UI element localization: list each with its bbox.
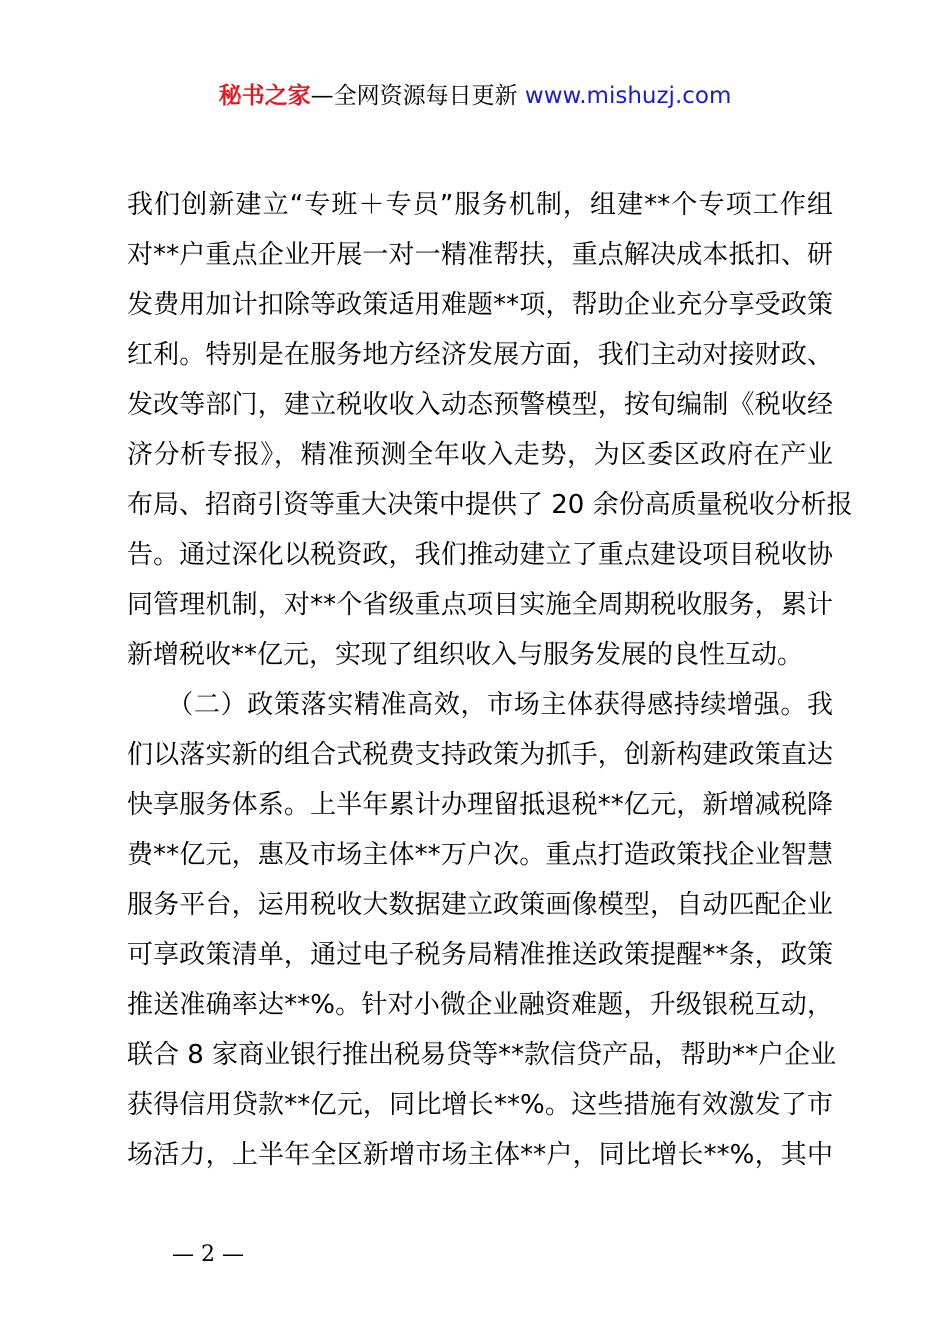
body-line: 们以落实新的组合式税费支持政策为抓手，创新构建政策直达 (127, 740, 833, 770)
body-line: 服务平台，运用税收大数据建立政策画像模型，自动匹配企业 (127, 890, 833, 920)
section-heading-line: （二）政策落实精准高效，市场主体获得感持续增强。我 (127, 690, 833, 720)
brand-name: 秘书之家 (218, 83, 311, 109)
document-body (127, 183, 853, 1183)
body-line: 红利。特别是在服务地方经济发展方面，我们主动对接财政、 (127, 340, 833, 370)
page-number: — 2 — (172, 1242, 244, 1267)
body-line: 费**亿元，惠及市场主体**万户次。重点打造政策找企业智慧 (127, 840, 833, 870)
body-line: 推送准确率达**%。针对小微企业融资难题，升级银税互动， (127, 990, 833, 1020)
site-url-link[interactable]: www.mishuzj.com (524, 83, 732, 109)
body-line: 告。通过深化以税资政，我们推动建立了重点建设项目税收协 (127, 540, 833, 570)
site-banner (0, 80, 950, 112)
body-line: 济分析专报》，精准预测全年收入走势，为区委区政府在产业 (127, 440, 833, 470)
body-line: 布局、招商引资等重大决策中提供了 20 余份高质量税收分析报 (127, 490, 853, 520)
body-line: 获得信用贷款**亿元，同比增长**%。这些措施有效激发了市 (127, 1090, 833, 1120)
body-line: 联合 8 家商业银行推出税易贷等**款信贷产品，帮助**户企业 (127, 1040, 837, 1070)
body-line: 发改等部门，建立税收收入动态预警模型，按旬编制《税收经 (127, 390, 833, 420)
body-line: 场活力，上半年全区新增市场主体**户，同比增长**%，其中 (127, 1140, 833, 1170)
body-line: 对**户重点企业开展一对一精准帮扶，重点解决成本抵扣、研 (127, 240, 833, 270)
body-line: 快享服务体系。上半年累计办理留抵退税**亿元，新增减税降 (127, 790, 833, 820)
banner-tagline: —全网资源每日更新 (310, 83, 525, 109)
body-line-paragraph-end: 新增税收**亿元，实现了组织收入与服务发展的良性互动。 (127, 640, 804, 670)
body-line: 发费用加计扣除等政策适用难题**项，帮助企业充分享受政策 (127, 290, 833, 320)
body-line: 可享政策清单，通过电子税务局精准推送政策提醒**条，政策 (127, 940, 833, 970)
body-line: 同管理机制，对**个省级重点项目实施全周期税收服务，累计 (127, 590, 833, 620)
body-line: 我们创新建立“专班＋专员”服务机制，组建**个专项工作组 (127, 190, 833, 220)
